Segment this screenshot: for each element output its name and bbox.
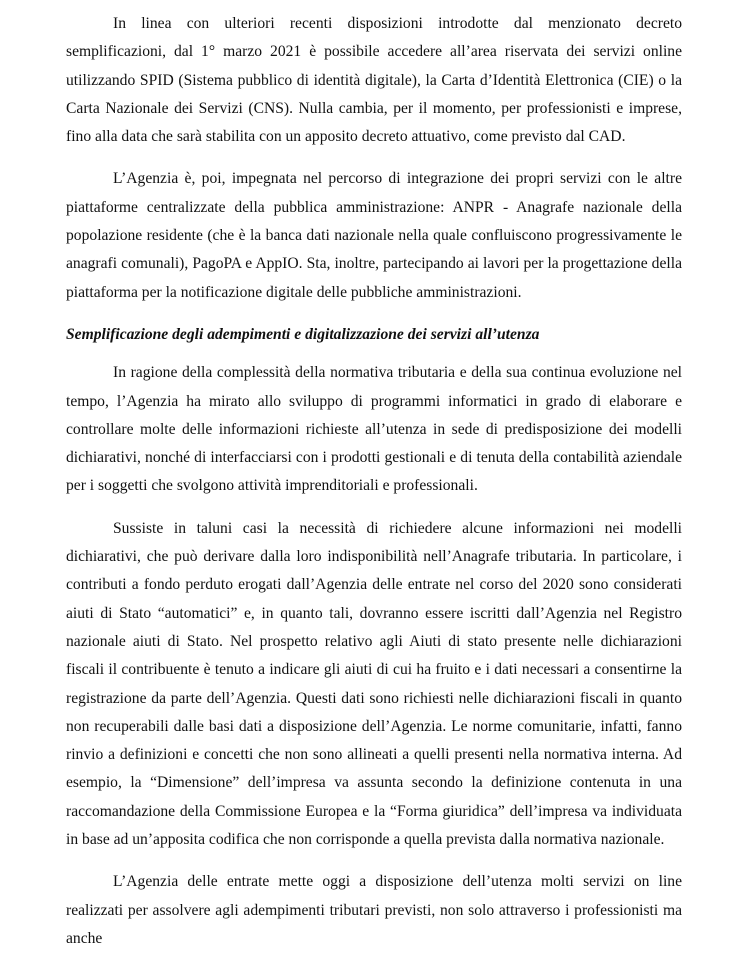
paragraph-online-services: L’Agenzia delle entrate mette oggi a disposizione dell’utenza molti servizi on line realizzati per assolvere agli adempimenti tributari previsti, non solo attraverso i professionisti ma anche — [66, 873, 682, 947]
paragraph-platform-integration: L’Agenzia è, poi, impegnata nel percorso di integrazione dei propri servizi con le altre piattaforme centralizzate della pubblica amministrazione: ANPR - Anagrafe nazionale della popolazione residente (che è la banca dati nazionale nella quale confluiscono progressivamente le anagrafi comunali), PagoPA e AppIO. Sta, inoltre, partecipando ai lavori per la progettazione della piattaforma per la notificazione digitale delle pubbliche amministrazioni. — [66, 170, 682, 301]
paragraph-software-development: In ragione della complessità della normativa tributaria e della sua continua evoluzione nel tempo, l’Agenzia ha mirato allo sviluppo di programmi informatici in grado di elaborare e controllare molte delle informazioni richieste all’utenza in sede di predisposizione dei modelli dichiarativi, nonché di interfacciarsi con i prodotti gestionali e di tenuta della contabilità aziendale per i soggetti che svolgono attività imprenditoriali e professionali. — [66, 364, 682, 495]
paragraph-state-aid: Sussiste in taluni casi la necessità di richiedere alcune informazioni nei modelli dichiarativi, che può derivare dalla loro indisponibilità nell’Anagrafe tributaria. In particolare, i contributi a fondo perduto erogati dall’Agenzia delle entrate nel corso del 2020 sono considerati aiuti di Stato “automatici” e, in quanto tali, dovranno essere iscritti dall’Agenzia nel Registro nazionale aiuti di Stato. Nel prospetto relativo agli Aiuti di stato presente nelle dichiarazioni fiscali il contribuente è tenuto a indicare gli aiuti di cui ha fruito e i dati necessari a consentirne la registrazione da parte dell’Agenzia. Questi dati sono richiesti nelle dichiarazioni fiscali in quanto non recuperabili dalle basi dati a disposizione dell’Agenzia. Le norme comunitarie, infatti, fanno rinvio a definizioni e concetti che non sono allineati a quelli presenti nella normativa interna. Ad esempio, la “Dimensione” dell’impresa va assunta secondo la definizione contenuta in una raccomandazione della Commissione Europea e la “Forma giuridica” dell’impresa va individuata in base ad un’apposita codifica che non corrisponde a quella prevista dalla normativa nazionale. — [66, 519, 682, 849]
document-page — [66, 0, 682, 967]
paragraph-access-methods: In linea con ulteriori recenti disposizioni introdotte dal menzionato decreto semplificazioni, dal 1° marzo 2021 è possibile accedere all’area riservata dei servizi online utilizzando SPID (Sistema pubblico di identità digitale), la Carta d’Identità Elettronica (CIE) o la Carta Nazionale dei Servizi (CNS). Nulla cambia, per il momento, per professionisti e imprese, fino alla data che sarà stabilita con un apposito decreto attuativo, come previsto dal CAD. — [66, 15, 682, 146]
section-heading: Semplificazione degli adempimenti e digitalizzazione dei servizi all’utenza — [66, 325, 540, 343]
